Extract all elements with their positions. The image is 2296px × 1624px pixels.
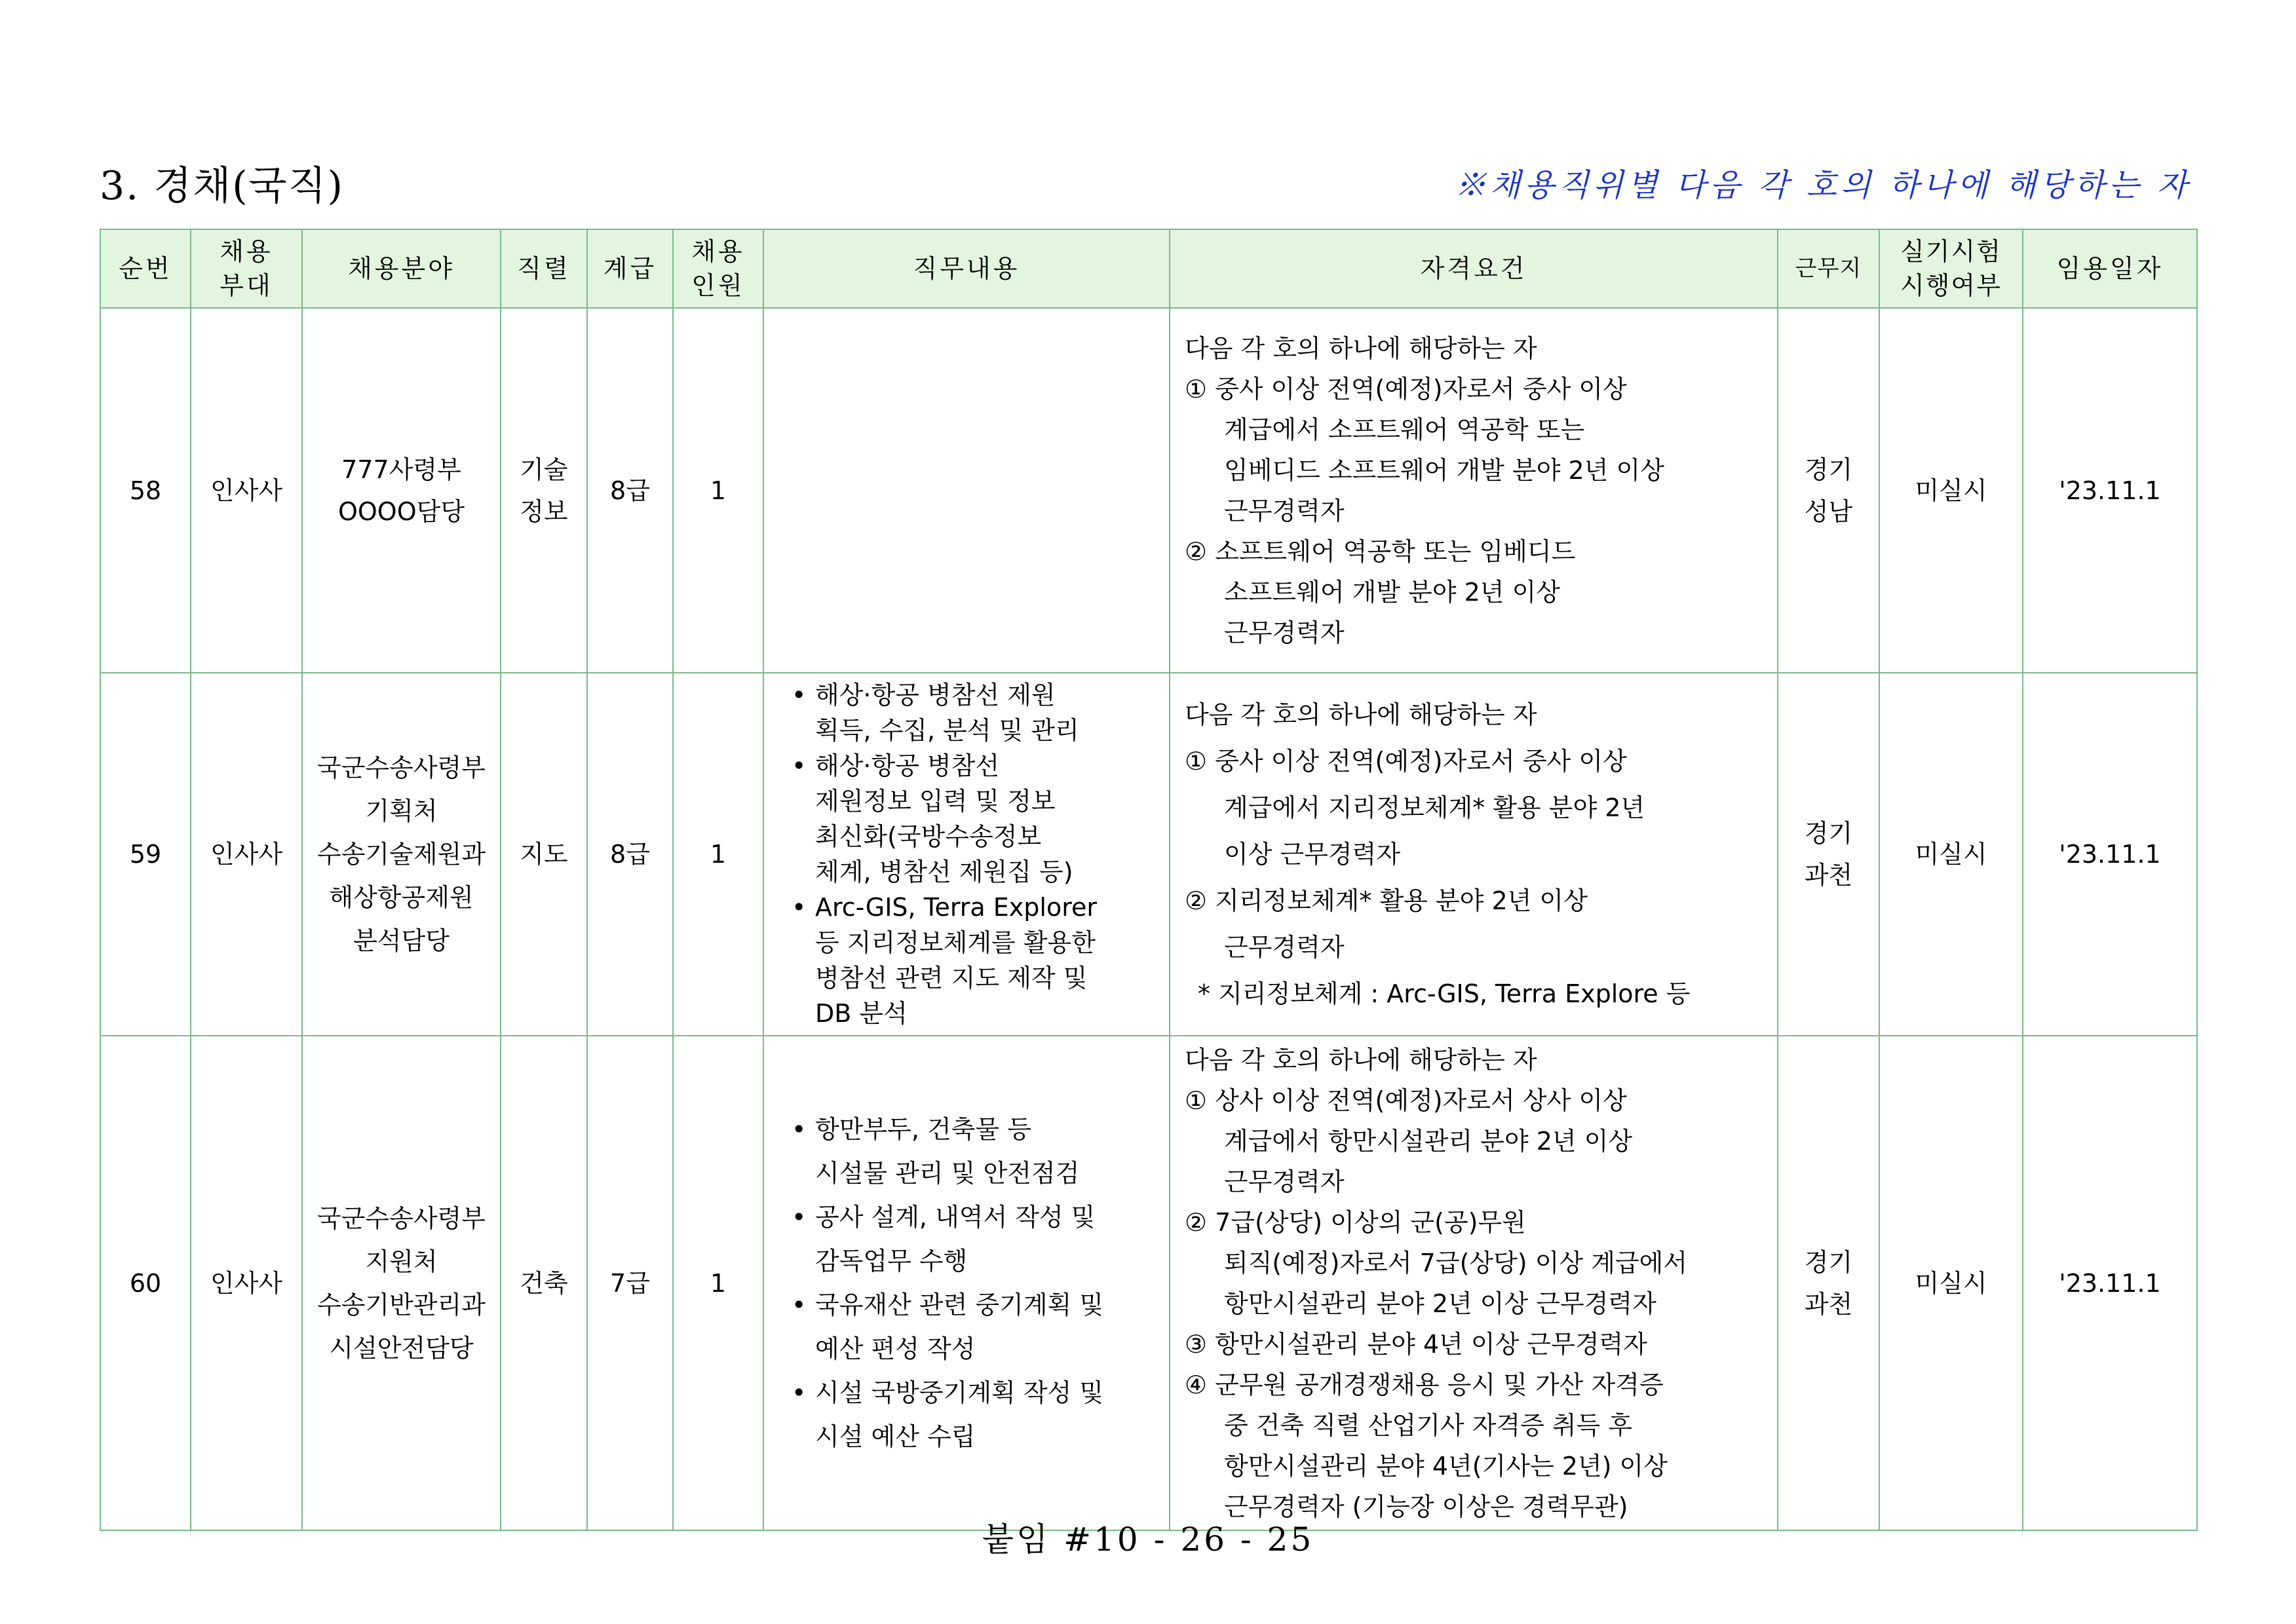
duty-cell: • 항만부두, 건축물 등 시설물 관리 및 안전점검 • 공사 설계, 내역서 작성 및 감독업무 수행 • 국유재산 관련 중기계획 및 예산 편성 작성 • 시설 국방중기계획 작성 및 시설 예산 수립 — [763, 1036, 1170, 1530]
header-practical-test: 실기시험 시행여부 — [1879, 229, 2023, 308]
field-cell: 777사령부 OOOO담당 — [302, 308, 501, 673]
header-location: 근무지 — [1778, 229, 1879, 308]
header-duty: 직무내용 — [763, 229, 1170, 308]
qualification-cell: 다음 각 호의 하나에 해당하는 자 ① 상사 이상 전역(예정)자로서 상사 이상 계급에서 항만시설관리 분야 2년 이상 근무경력자 ② 7급(상당) 이상의 군(공)무원 퇴직(예정)자로서 7급(상당) 이상 계급에서 항만시설관리 분야 2년 이상 근무경력자 ③ 항만시설관리 분야 4년 이상 근무경력자 ④ 군무원 공개경쟁채용 응시 및 가산 자격증 중 건축 직렬 산업기사 자격증 취득 후 항만시설관리 분야 4년(기사는 2년) 이상 근무경력자 (기능장 이상은 경력무관) — [1170, 1036, 1778, 1530]
header-field: 채용분야 — [302, 229, 501, 308]
location-cell: 경기 과천 — [1778, 1036, 1879, 1530]
series-cell: 건축 — [501, 1036, 587, 1530]
bullet-icon: • — [792, 751, 807, 780]
recruitment-table — [100, 229, 2198, 1531]
table-row — [100, 673, 2197, 1036]
appointment-date-cell: '23.11.1 — [2023, 673, 2197, 1036]
table-row — [100, 308, 2197, 673]
count-cell: 1 — [673, 673, 763, 1036]
bullet-icon: • — [792, 1202, 807, 1232]
bullet-icon: • — [792, 1290, 807, 1319]
unit-cell: 인사사 — [191, 1036, 302, 1530]
practical-test-cell: 미실시 — [1879, 1036, 2023, 1530]
header-qualification: 자격요건 — [1170, 229, 1778, 308]
location-cell: 경기 성남 — [1778, 308, 1879, 673]
bullet-icon: • — [792, 1378, 807, 1407]
table-header-row — [100, 229, 2197, 308]
field-cell: 국군수송사령부 지원처 수송기반관리과 시설안전담당 — [302, 1036, 501, 1530]
table-row — [100, 1036, 2197, 1530]
header-count: 채용 인원 — [673, 229, 763, 308]
grade-cell: 8급 — [587, 673, 673, 1036]
header-appointment-date: 임용일자 — [2023, 229, 2197, 308]
qualification-cell: 다음 각 호의 하나에 해당하는 자 ① 중사 이상 전역(예정)자로서 중사 이상 계급에서 지리정보체계* 활용 분야 2년 이상 근무경력자 ② 지리정보체계* 활용 분야 2년 이상 근무경력자 * 지리정보체계 : Arc-GIS, Terra Explore 등 — [1170, 673, 1778, 1036]
page-number: 붙임 #10 - 26 - 25 — [982, 1520, 1314, 1558]
seq-cell: 60 — [100, 1036, 191, 1530]
section-note: ※채용직위별 다음 각 호의 하나에 해당하는 자 — [1454, 167, 2191, 204]
field-cell: 국군수송사령부 기획처 수송기술제원과 해상항공제원 분석담당 — [302, 673, 501, 1036]
count-cell: 1 — [673, 1036, 763, 1530]
bullet-icon: • — [792, 681, 807, 709]
qualification-cell: 다음 각 호의 하나에 해당하는 자 ① 중사 이상 전역(예정)자로서 중사 이상 계급에서 소프트웨어 역공학 또는 임베디드 소프트웨어 개발 분야 2년 이상 근무경력자 ② 소프트웨어 역공학 또는 임베디드 소프트웨어 개발 분야 2년 이상 근무경력자 — [1170, 308, 1778, 673]
duty-cell: • 해상·항공 병참선 제원 획득, 수집, 분석 및 관리 • 해상·항공 병참선 제원정보 입력 및 정보 최신화(국방수송정보 체계, 병참선 제원집 등) • Arc-GIS, Terra Explorer 등 지리정보체계를 활용한 병참선 관련 지도 제작 및 DB 분석 — [763, 673, 1170, 1036]
grade-cell: 7급 — [587, 1036, 673, 1530]
seq-cell: 59 — [100, 673, 191, 1036]
practical-test-cell: 미실시 — [1879, 673, 2023, 1036]
series-cell: 지도 — [501, 673, 587, 1036]
location-cell: 경기 과천 — [1778, 673, 1879, 1036]
practical-test-cell: 미실시 — [1879, 308, 2023, 673]
series-cell: 기술 정보 — [501, 308, 587, 673]
unit-cell: 인사사 — [191, 673, 302, 1036]
section-title: 3. 경채(국직) — [100, 163, 344, 209]
grade-cell: 8급 — [587, 308, 673, 673]
header-unit: 채용 부대 — [191, 229, 302, 308]
duty-cell — [763, 308, 1170, 673]
unit-cell: 인사사 — [191, 308, 302, 673]
appointment-date-cell: '23.11.1 — [2023, 308, 2197, 673]
bullet-icon: • — [792, 1114, 807, 1144]
seq-cell: 58 — [100, 308, 191, 673]
header-series: 직렬 — [501, 229, 587, 308]
header-grade: 계급 — [587, 229, 673, 308]
appointment-date-cell: '23.11.1 — [2023, 1036, 2197, 1530]
bullet-icon: • — [792, 893, 807, 922]
header-seq: 순번 — [100, 229, 191, 308]
count-cell: 1 — [673, 308, 763, 673]
